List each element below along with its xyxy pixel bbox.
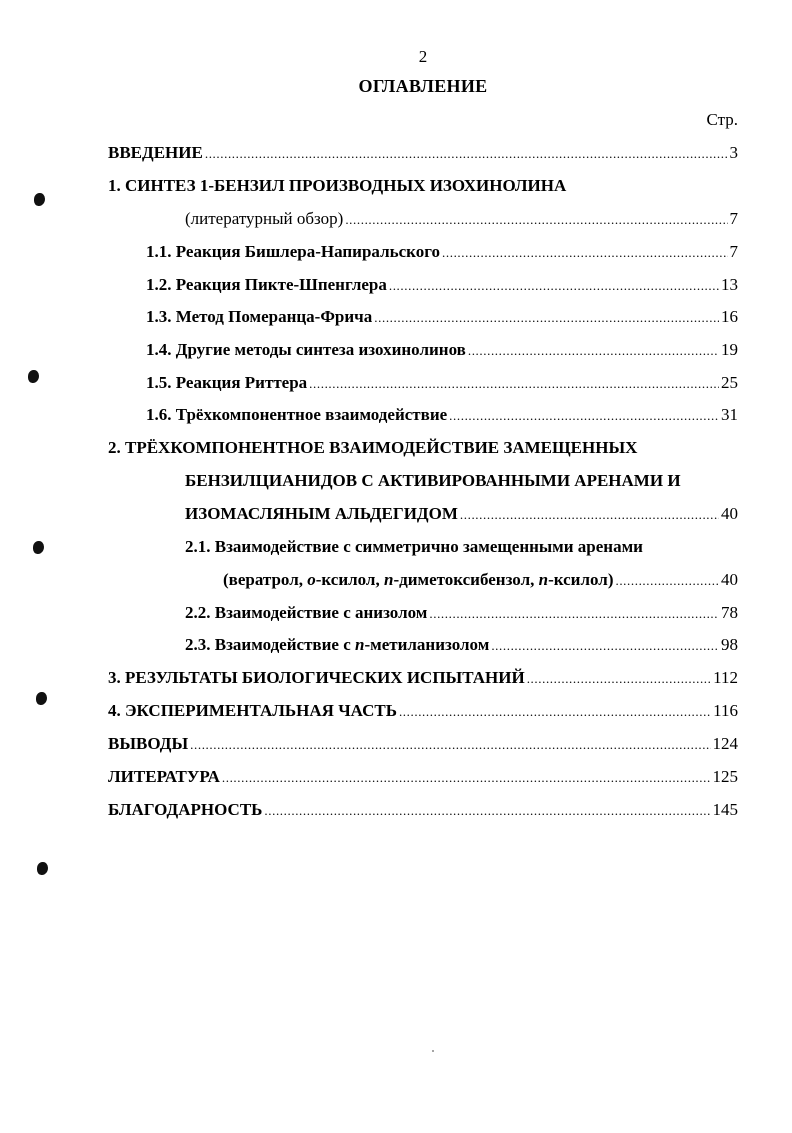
toc-entry-section-3 — [108, 666, 738, 690]
toc-entry-title: 4. ЭКСПЕРИМЕНТАЛЬНАЯ ЧАСТЬ — [108, 701, 397, 720]
page-title: ОГЛАВЛЕНИЕ — [358, 76, 488, 96]
scan-speck — [432, 1050, 434, 1052]
binder-hole-mark — [37, 862, 48, 875]
toc-entry-title: 1.3. Метод Померанца-Фрича — [146, 307, 373, 326]
toc-entry-title: (литературный обзор) — [185, 209, 344, 228]
leader-dots — [222, 766, 711, 790]
leader-dots — [615, 569, 719, 593]
binder-hole-mark — [28, 370, 39, 383]
toc-entry-title: ЛИТЕРАТУРА — [108, 767, 220, 786]
page-number: 2 — [418, 47, 428, 66]
toc-entry-thanks — [108, 798, 738, 822]
toc-entry-title: 1.1. Реакция Бишлера-Напиральского — [146, 242, 441, 261]
toc-entry-2-2 — [185, 601, 738, 625]
leader-dots — [190, 733, 710, 757]
leader-dots — [429, 602, 719, 626]
toc-entry-1-3 — [146, 305, 738, 329]
toc-entry-title: 1.4. Другие методы синтеза изохинолинов — [146, 340, 466, 359]
leader-dots — [389, 274, 719, 298]
leader-dots — [491, 634, 719, 658]
leader-dots — [309, 372, 719, 396]
toc-page-number: 98 — [721, 635, 738, 654]
binder-hole-mark — [33, 541, 44, 554]
toc-page-number: 7 — [729, 242, 738, 261]
leader-dots — [374, 306, 719, 330]
toc-page-number: 112 — [713, 668, 738, 687]
toc-entry-title: 2.3. Взаимодействие с п-метиланизолом — [185, 635, 490, 654]
toc-entry-section-1 — [185, 207, 738, 231]
toc-entry-1-6 — [146, 403, 738, 427]
toc-page-number: 13 — [721, 275, 738, 294]
toc-entry-section-1-line1: 1. СИНТЕЗ 1-БЕНЗИЛ ПРОИЗВОДНЫХ ИЗОХИНОЛИНА — [108, 176, 567, 195]
toc-entry-conclusions — [108, 732, 738, 756]
toc-page-number: 31 — [721, 405, 738, 424]
leader-dots — [527, 667, 711, 691]
binder-hole-mark — [36, 692, 47, 705]
toc-page-number: 40 — [721, 570, 738, 589]
toc-entry-1-4 — [146, 338, 738, 362]
toc-entry-title: БЛАГОДАРНОСТЬ — [108, 800, 263, 819]
leader-dots — [449, 404, 719, 428]
toc-page-number: 16 — [721, 307, 738, 326]
leader-dots — [205, 142, 728, 166]
toc-page-number: 78 — [721, 603, 738, 622]
toc-entry-title: ВВЕДЕНИЕ — [108, 143, 203, 162]
toc-entry-title: (вератрол, о-ксилол, п-диметоксибензол, п-ксилол) — [223, 570, 614, 589]
toc-page-number: 116 — [713, 701, 738, 720]
toc-page-number: 40 — [721, 504, 738, 523]
toc-page-number: 19 — [721, 340, 738, 359]
toc-page-number: 125 — [712, 767, 738, 786]
toc-entry-title: 1.2. Реакция Пикте-Шпенглера — [146, 275, 387, 294]
toc-entry-title: 3. РЕЗУЛЬТАТЫ БИОЛОГИЧЕСКИХ ИСПЫТАНИЙ — [108, 668, 525, 687]
toc-page-number: 3 — [729, 143, 738, 162]
toc-page-number: 25 — [721, 373, 738, 392]
toc-entry-1-2 — [146, 273, 738, 297]
leader-dots — [399, 700, 711, 724]
toc-page-number: 145 — [712, 800, 738, 819]
leader-dots — [345, 208, 727, 232]
toc-entry-section-2-line1: 2. ТРЁХКОМПОНЕНТНОЕ ВЗАИМОДЕЙСТВИЕ ЗАМЕЩЕННЫХ — [108, 438, 638, 457]
toc-entry-literature — [108, 765, 738, 789]
toc-page-number: 7 — [729, 209, 738, 228]
leader-dots — [460, 503, 719, 527]
toc-entry-section-4 — [108, 699, 738, 723]
leader-dots — [468, 339, 719, 363]
toc-entry-section-2-line2: БЕНЗИЛЦИАНИДОВ С АКТИВИРОВАННЫМИ АРЕНАМИ И — [185, 471, 681, 490]
toc-entry-intro — [108, 141, 738, 165]
toc-entry-2-3 — [185, 633, 738, 657]
leader-dots — [264, 799, 710, 823]
toc-entry-title: 1.6. Трёхкомпонентное взаимодействие — [146, 405, 448, 424]
leader-dots — [442, 241, 727, 265]
page-column-label: Стр. — [706, 110, 738, 129]
toc-entry-2-1 — [223, 568, 738, 592]
toc-entry-title: 2.2. Взаимодействие с анизолом — [185, 603, 428, 622]
toc-entry-1-1 — [146, 240, 738, 264]
toc-entry-1-5 — [146, 371, 738, 395]
toc-page-number: 124 — [712, 734, 738, 753]
toc-entry-2-1-line1: 2.1. Взаимодействие с симметрично замещенными аренами — [185, 537, 643, 556]
toc-entry-title: ИЗОМАСЛЯНЫМ АЛЬДЕГИДОМ — [185, 504, 458, 523]
toc-entry-title: 1.5. Реакция Риттера — [146, 373, 308, 392]
toc-entry-section-2 — [185, 502, 738, 526]
toc-entry-title: ВЫВОДЫ — [108, 734, 189, 753]
binder-hole-mark — [34, 193, 45, 206]
